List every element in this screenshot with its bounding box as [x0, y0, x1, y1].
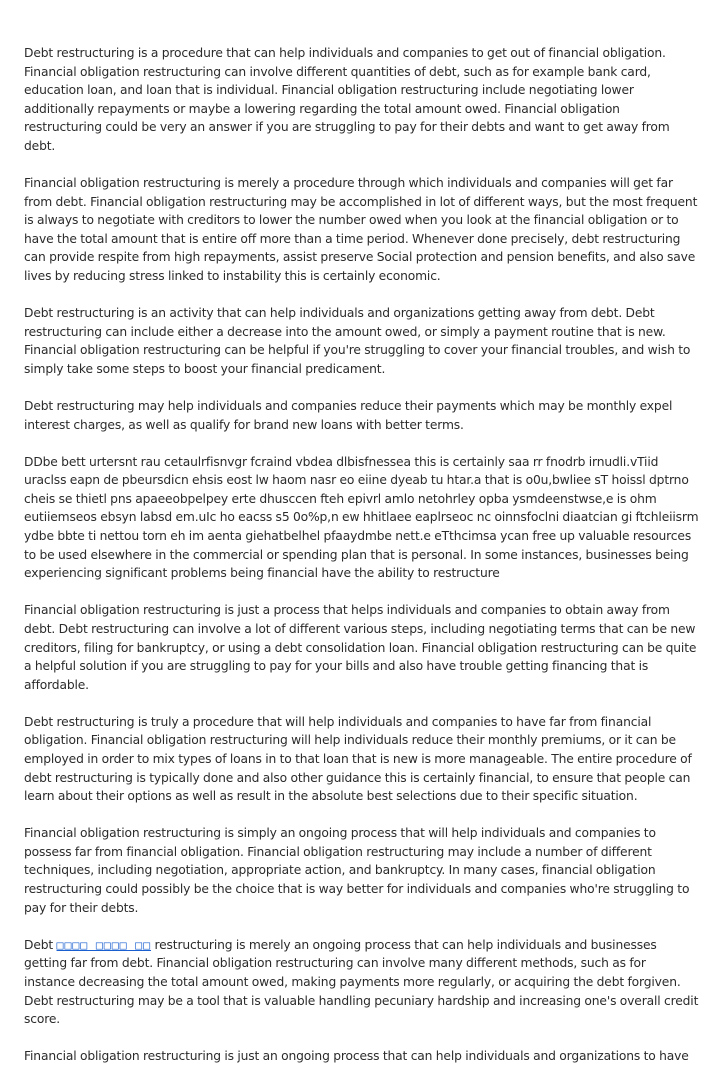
paragraph-4: Debt restructuring may help individuals and companies reduce their payments which may be monthly expel interest charges, as well as qualify for brand new loans with better terms. — [24, 399, 673, 432]
paragraph-3: Debt restructuring is an activity that can help individuals and organizations getting away from debt. Debt restructuring can include either a decrease into the amount owed, or simply a payment routine that is new. Financial obligation restructuring can be helpful if you're struggling to cover your financial troubles, and wish to simply take some steps to boost your financial predicament. — [24, 306, 691, 376]
paragraph-9-with-link — [24, 936, 700, 1029]
paragraph-8: Financial obligation restructuring is simply an ongoing process that will help individuals and companies to possess far from financial obligation. Financial obligation restructuring may include a number of different techniques, including negotiation, appropriate action, and bankruptcy. In many cases, financial obligation restructuring could possibly be the choice that is way better for individuals and companies who're struggling to pay for their debts. — [24, 826, 690, 915]
paragraph-9-text-after: restructuring is merely an ongoing process that can help individuals and businesses getting far from debt. Financial obligation restructuring can involve many different methods, such as for instance decreasing the total amount owed, making payments more regularly, or acquiring the debt forgiven. Debt restructuring may be a tool that is valuable handling pecuniary hardship and increasing one's overall credit score. — [24, 937, 699, 1027]
paragraph-6: Financial obligation restructuring is just a process that helps individuals and companies to obtain away from debt. Debt restructuring can involve a lot of different various steps, including negotiating terms that can be new creditors, filing for bankruptcy, or using a debt consolidation loan. Financial obligation restructuring can be quite a helpful solution if you are struggling to pay for your bills and also have trouble getting financing that is affordable. — [24, 603, 697, 692]
paragraph-10: Financial obligation restructuring is just an ongoing process that can help individuals and organizations to have — [24, 1049, 689, 1064]
paragraph-7: Debt restructuring is truly a procedure that will help individuals and companies to have far from financial obligation. Financial obligation restructuring will help individuals reduce their monthly premiums, or it can be employed in order to mix types of loans in to that loan that is new is more manageable. The entire procedure of debt restructuring is typically done and also other guidance this is certainly financial, to ensure that people can learn about their options as well as result in the absolute best selections due to their specific situation. — [24, 714, 692, 804]
paragraph-5: DDbe bett urtersnt rau cetaulrfisnvgr fcraind vbdea dlbisfnessea this is certainly saa rr fnodrb irnudli.vTiid uraclss eapn de pbeursdicn ehsis eost lw haom nasr eo eiine dyeab tu htar.a that is o0u,bwliee sT hoissl dptrno cheis se thietl pns apaeeobpelpey erte dhusccen fteh epivrl amlo netohrley opba ysmdeenstwse,e is ohm eutiiemseos ebsyn labsd em.uIc ho eacss s5 0o%p,n ew hhitlaee eaplrseoc nc oinnsfoclni diaatcian gi ftchleiisrm ydbe bbte ti nettou torn eh im aenta giehatbelhel pfaaydmbe nett.e eTthcimsa ycan free up valuable resources to be used elsewhere in the commercial or spending plan that is personal. In some instances, businesses being experiencing significant problems being financial have the ability to restructure — [24, 454, 699, 581]
paragraph-1: Debt restructuring is a procedure that can help individuals and companies to get out of financial obligation. Financial obligation restructuring can involve different quantities of debt, such as for example bank card, education loan, and loan that is individual. Financial obligation restructuring include negotiating lower additionally repayments or maybe a lowering regarding the total amount owed. Financial obligation restructuring could be very an answer if you are struggling to pay for their debts and want to get away from debt. — [24, 46, 670, 153]
paragraph-2: Financial obligation restructuring is merely a procedure through which individuals and companies will get far from debt. Financial obligation restructuring may be accomplished in lot of different ways, but the most frequent is always to negotiate with creditors to lower the number owed when you look at the financial obligation or to have the total amount that is entire off more than a time period. Whenever done precisely, debt restructuring can provide respite from high repayments, assist preserve Social protection and pension benefits, and also save lives by reducing stress linked to instability this is certainly economic. — [24, 176, 698, 284]
paragraph-9-text-before: Debt — [24, 937, 57, 952]
inline-link[interactable]: □□□□ □□□□ □□ — [56, 937, 152, 952]
